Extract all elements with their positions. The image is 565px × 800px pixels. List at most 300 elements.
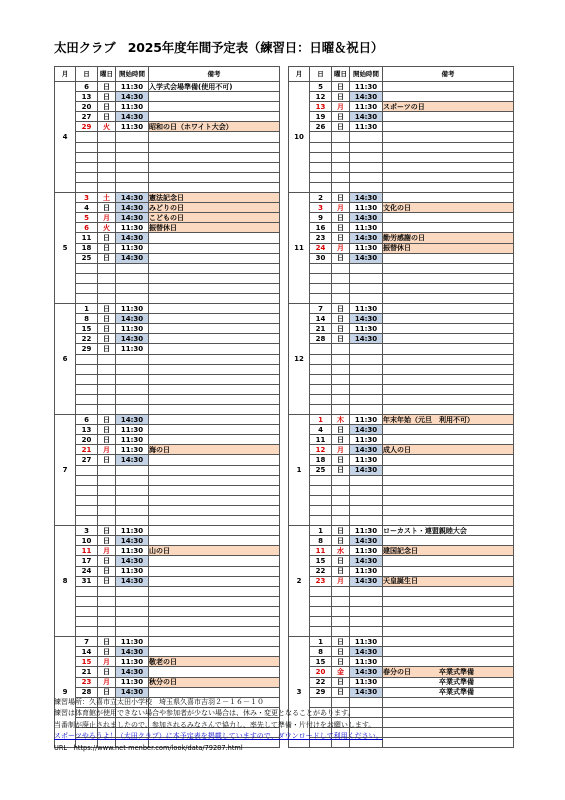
table-row	[289, 182, 514, 192]
start-time-cell	[350, 162, 383, 172]
start-time-cell: 11:30	[350, 102, 383, 112]
download-link[interactable]: スポーツやろうよ！（太田クラブ）に本予定表を掲載していますので、ダウンロードして利用ください。	[54, 732, 383, 741]
start-time-cell: 11:30	[350, 657, 383, 667]
weekday-cell: 日	[332, 677, 350, 687]
weekday-cell	[332, 394, 350, 404]
start-time-cell	[116, 132, 149, 142]
start-time-cell: 14:30	[116, 233, 149, 243]
start-time-cell: 11:30	[116, 304, 149, 314]
weekday-cell: 火	[98, 223, 116, 233]
start-time-cell: 11:30	[350, 304, 383, 314]
weekday-cell	[98, 465, 116, 475]
start-time-cell: 14:30	[116, 203, 149, 213]
weekday-cell: 日	[332, 455, 350, 465]
day-cell: 7	[76, 637, 98, 647]
note-cell	[149, 536, 280, 546]
weekday-cell	[332, 263, 350, 273]
weekday-cell	[332, 152, 350, 162]
day-cell: 4	[76, 203, 98, 213]
header-start-time: 開始時間	[350, 67, 383, 82]
day-cell	[310, 142, 332, 152]
start-time-cell	[350, 586, 383, 596]
day-cell: 22	[310, 566, 332, 576]
start-time-cell: 14:30	[116, 213, 149, 223]
table-row	[55, 687, 280, 697]
day-cell	[310, 596, 332, 606]
weekday-cell: 日	[332, 223, 350, 233]
day-cell: 17	[76, 556, 98, 566]
note-cell	[149, 465, 280, 475]
weekday-cell: 日	[332, 556, 350, 566]
start-time-cell	[116, 172, 149, 182]
day-cell: 3	[76, 193, 98, 203]
day-cell: 22	[76, 334, 98, 344]
start-time-cell	[350, 384, 383, 394]
weekday-cell	[98, 606, 116, 616]
start-time-cell	[350, 405, 383, 415]
weekday-cell	[98, 162, 116, 172]
table-row	[55, 304, 280, 314]
start-time-cell	[350, 485, 383, 495]
day-cell	[76, 162, 98, 172]
weekday-cell	[332, 142, 350, 152]
weekday-cell: 日	[332, 92, 350, 102]
weekday-cell: 日	[332, 425, 350, 435]
note-cell	[383, 304, 514, 314]
day-cell	[76, 485, 98, 495]
weekday-cell: 日	[98, 304, 116, 314]
table-row	[55, 193, 280, 203]
start-time-cell	[116, 465, 149, 475]
table-row	[289, 82, 514, 92]
table-row	[289, 122, 514, 132]
day-cell	[310, 152, 332, 162]
start-time-cell	[350, 606, 383, 616]
start-time-cell: 14:30	[116, 415, 149, 425]
start-time-cell: 11:30	[116, 435, 149, 445]
weekday-cell: 月	[332, 203, 350, 213]
table-row	[289, 283, 514, 293]
day-cell: 21	[76, 667, 98, 677]
note-cell	[383, 586, 514, 596]
note-cell	[149, 394, 280, 404]
day-cell	[310, 162, 332, 172]
start-time-cell: 14:30	[350, 314, 383, 324]
table-row	[289, 495, 514, 505]
weekday-cell	[332, 132, 350, 142]
weekday-cell	[98, 505, 116, 515]
weekday-cell: 月	[332, 243, 350, 253]
month-cell: 8	[55, 526, 76, 637]
start-time-cell	[116, 505, 149, 515]
day-cell: 11	[76, 233, 98, 243]
day-cell	[310, 172, 332, 182]
header-note: 備考	[149, 67, 280, 82]
note-cell: 振替休日	[149, 223, 280, 233]
weekday-cell: 日	[98, 112, 116, 122]
note-cell	[149, 405, 280, 415]
note-cell: 年末年始（元旦 利用不可）	[383, 415, 514, 425]
weekday-cell: 日	[98, 637, 116, 647]
start-time-cell: 11:30	[116, 243, 149, 253]
table-row	[55, 142, 280, 152]
start-time-cell	[116, 405, 149, 415]
table-row	[55, 637, 280, 647]
table-row	[55, 223, 280, 233]
note-cell	[383, 82, 514, 92]
start-time-cell	[350, 283, 383, 293]
day-cell: 27	[76, 455, 98, 465]
note-cell	[383, 425, 514, 435]
table-row	[289, 304, 514, 314]
header-weekday: 曜日	[98, 67, 116, 82]
note-cell	[383, 394, 514, 404]
note-cell	[149, 364, 280, 374]
table-row	[289, 687, 514, 697]
table-row	[55, 445, 280, 455]
note-cell	[383, 344, 514, 354]
table-row	[289, 606, 514, 616]
note-cell	[383, 627, 514, 637]
month-cell: 9	[55, 637, 76, 748]
note-cell: 昭和の日（ホワイト大会）	[149, 122, 280, 132]
start-time-cell	[350, 132, 383, 142]
day-cell	[310, 132, 332, 142]
schedule-table-right	[288, 66, 514, 748]
day-cell	[76, 405, 98, 415]
note-cell	[149, 526, 280, 536]
note-cell	[383, 112, 514, 122]
start-time-cell: 11:30	[116, 637, 149, 647]
note-cell	[149, 415, 280, 425]
table-row	[55, 495, 280, 505]
note-cell	[383, 193, 514, 203]
start-time-cell	[116, 606, 149, 616]
start-time-cell	[350, 596, 383, 606]
note-duty: 当番制が廃止されましたので、参加されるみなさんで協力し、率先して準備・片付けをお願いします。	[54, 720, 376, 729]
table-row	[289, 677, 514, 687]
note-cell: 卒業式準備	[383, 687, 514, 697]
weekday-cell: 月	[332, 445, 350, 455]
start-time-cell: 14:30	[350, 576, 383, 586]
weekday-cell	[332, 384, 350, 394]
note-cell: こどもの日	[149, 213, 280, 223]
start-time-cell: 11:30	[116, 526, 149, 536]
day-cell	[76, 182, 98, 192]
weekday-cell	[332, 182, 350, 192]
note-location: 練習場所：久喜市立太田小学校 埼玉県久喜市吉羽２－１６－１０	[54, 698, 264, 706]
note-cell	[383, 637, 514, 647]
start-time-cell	[350, 263, 383, 273]
weekday-cell: 日	[332, 334, 350, 344]
note-cell	[383, 334, 514, 344]
weekday-cell	[98, 596, 116, 606]
start-time-cell: 11:30	[116, 344, 149, 354]
start-time-cell	[116, 374, 149, 384]
table-row	[289, 243, 514, 253]
table-row	[289, 384, 514, 394]
month-cell: 4	[55, 82, 76, 193]
start-time-cell	[350, 182, 383, 192]
start-time-cell	[350, 516, 383, 526]
note-cell: 卒業式準備	[383, 677, 514, 687]
start-time-cell	[116, 394, 149, 404]
header-month: 月	[289, 67, 310, 82]
weekday-cell	[332, 505, 350, 515]
table-row	[289, 273, 514, 283]
note-cell	[149, 556, 280, 566]
day-cell	[76, 505, 98, 515]
note-cell	[149, 627, 280, 637]
start-time-cell	[116, 586, 149, 596]
weekday-cell: 日	[332, 687, 350, 697]
table-row	[289, 526, 514, 536]
note-cell	[383, 465, 514, 475]
table-row	[289, 132, 514, 142]
start-time-cell: 14:30	[116, 536, 149, 546]
note-cell	[383, 122, 514, 132]
weekday-cell: 日	[98, 324, 116, 334]
start-time-cell: 11:30	[350, 82, 383, 92]
day-cell	[76, 627, 98, 637]
weekday-cell: 日	[332, 82, 350, 92]
note-cell	[149, 182, 280, 192]
note-url: URL https://www.net-menber.com/look/data/79287.html	[54, 743, 243, 752]
weekday-cell: 日	[332, 112, 350, 122]
weekday-cell	[332, 606, 350, 616]
table-row	[55, 233, 280, 243]
weekday-cell: 日	[98, 687, 116, 697]
start-time-cell	[116, 596, 149, 606]
day-cell	[76, 354, 98, 364]
start-time-cell	[116, 273, 149, 283]
note-cell	[149, 687, 280, 697]
weekday-cell	[98, 182, 116, 192]
table-row	[55, 657, 280, 667]
table-row	[289, 223, 514, 233]
start-time-cell	[350, 344, 383, 354]
weekday-cell	[332, 616, 350, 626]
table-row	[55, 405, 280, 415]
table-row	[55, 354, 280, 364]
start-time-cell	[116, 384, 149, 394]
weekday-cell	[332, 344, 350, 354]
start-time-cell	[350, 293, 383, 303]
weekday-cell: 日	[98, 667, 116, 677]
note-cell	[383, 455, 514, 465]
table-row	[289, 152, 514, 162]
note-cell: 天皇誕生日	[383, 576, 514, 586]
day-cell: 1	[310, 415, 332, 425]
start-time-cell	[350, 374, 383, 384]
weekday-cell: 火	[98, 122, 116, 132]
note-cell	[149, 384, 280, 394]
start-time-cell: 14:30	[116, 455, 149, 465]
start-time-cell: 11:30	[350, 324, 383, 334]
table-row	[55, 203, 280, 213]
note-cell	[149, 243, 280, 253]
weekday-cell: 水	[332, 546, 350, 556]
weekday-cell: 日	[98, 344, 116, 354]
table-row	[55, 596, 280, 606]
day-cell	[76, 142, 98, 152]
table-row	[289, 334, 514, 344]
note-cell	[149, 495, 280, 505]
weekday-cell	[332, 405, 350, 415]
start-time-cell: 14:30	[350, 334, 383, 344]
note-cell	[383, 324, 514, 334]
day-cell: 6	[76, 415, 98, 425]
table-row	[289, 627, 514, 637]
start-time-cell: 11:30	[350, 566, 383, 576]
weekday-cell: 日	[332, 122, 350, 132]
note-cell: 秋分の日	[149, 677, 280, 687]
table-row	[289, 647, 514, 657]
month-cell: 7	[55, 415, 76, 526]
day-cell: 1	[310, 637, 332, 647]
month-cell: 3	[289, 637, 310, 748]
start-time-cell: 14:30	[350, 253, 383, 263]
day-cell: 4	[310, 425, 332, 435]
start-time-cell: 11:30	[116, 445, 149, 455]
day-cell	[76, 495, 98, 505]
table-row	[55, 536, 280, 546]
day-cell: 11	[76, 546, 98, 556]
day-cell: 1	[310, 526, 332, 536]
note-cell	[149, 485, 280, 495]
weekday-cell	[98, 374, 116, 384]
weekday-cell	[98, 384, 116, 394]
table-row	[55, 263, 280, 273]
table-row	[55, 606, 280, 616]
note-cell	[383, 314, 514, 324]
day-cell: 13	[76, 92, 98, 102]
note-cell	[149, 324, 280, 334]
weekday-cell: 日	[98, 576, 116, 586]
table-row	[289, 445, 514, 455]
start-time-cell	[350, 627, 383, 637]
note-cell: 憲法記念日	[149, 193, 280, 203]
table-row	[289, 172, 514, 182]
table-row	[55, 122, 280, 132]
weekday-cell: 日	[332, 314, 350, 324]
note-cell	[149, 505, 280, 515]
day-cell	[76, 586, 98, 596]
weekday-cell: 月	[98, 546, 116, 556]
table-row	[289, 455, 514, 465]
table-row	[289, 253, 514, 263]
table-row	[55, 647, 280, 657]
day-cell: 15	[76, 657, 98, 667]
weekday-cell	[98, 485, 116, 495]
table-row	[289, 536, 514, 546]
start-time-cell	[350, 273, 383, 283]
note-cell: 振替休日	[383, 243, 514, 253]
header-weekday: 曜日	[332, 67, 350, 82]
start-time-cell: 11:30	[116, 102, 149, 112]
day-cell	[310, 516, 332, 526]
note-cell	[149, 647, 280, 657]
month-cell: 10	[289, 82, 310, 193]
day-cell: 13	[310, 102, 332, 112]
note-cell	[149, 283, 280, 293]
weekday-cell: 日	[98, 566, 116, 576]
weekday-cell	[332, 273, 350, 283]
note-cell	[383, 142, 514, 152]
start-time-cell	[116, 616, 149, 626]
note-cell	[149, 233, 280, 243]
table-row	[55, 314, 280, 324]
weekday-cell: 日	[98, 243, 116, 253]
day-cell: 21	[76, 445, 98, 455]
month-cell: 12	[289, 304, 310, 415]
table-row	[289, 475, 514, 485]
start-time-cell	[350, 172, 383, 182]
start-time-cell	[116, 475, 149, 485]
weekday-cell: 日	[332, 536, 350, 546]
day-cell: 5	[76, 213, 98, 223]
note-cell: 成人の日	[383, 445, 514, 455]
start-time-cell: 11:30	[116, 122, 149, 132]
day-cell	[310, 182, 332, 192]
start-time-cell: 14:30	[350, 213, 383, 223]
note-cell	[383, 405, 514, 415]
start-time-cell	[350, 394, 383, 404]
day-cell: 22	[310, 677, 332, 687]
month-cell: 6	[55, 304, 76, 415]
day-cell	[76, 293, 98, 303]
table-row	[289, 637, 514, 647]
weekday-cell	[98, 616, 116, 626]
note-cell	[149, 112, 280, 122]
weekday-cell: 日	[98, 82, 116, 92]
weekday-cell	[98, 627, 116, 637]
day-cell	[310, 495, 332, 505]
weekday-cell	[98, 394, 116, 404]
table-row	[289, 394, 514, 404]
note-cell	[383, 172, 514, 182]
table-row	[55, 132, 280, 142]
day-cell: 28	[76, 687, 98, 697]
day-cell	[76, 374, 98, 384]
start-time-cell: 11:30	[116, 677, 149, 687]
note-cancellation: 練習は体育館が使用できない場合や参加者が少ない場合は、休み・変更となることがあります。	[54, 709, 355, 718]
weekday-cell: 木	[332, 415, 350, 425]
header-day: 日	[76, 67, 98, 82]
note-cell	[149, 475, 280, 485]
day-cell: 12	[310, 92, 332, 102]
note-cell	[149, 253, 280, 263]
start-time-cell	[116, 354, 149, 364]
day-cell	[76, 263, 98, 273]
table-row	[289, 354, 514, 364]
day-cell	[310, 616, 332, 626]
start-time-cell: 11:30	[116, 82, 149, 92]
note-cell	[383, 505, 514, 515]
schedule-table-left	[54, 66, 280, 748]
table-row	[289, 112, 514, 122]
day-cell: 3	[76, 526, 98, 536]
start-time-cell: 11:30	[350, 455, 383, 465]
table-row	[55, 394, 280, 404]
day-cell	[76, 465, 98, 475]
table-row	[55, 283, 280, 293]
note-cell	[383, 435, 514, 445]
weekday-cell: 日	[98, 647, 116, 657]
day-cell	[310, 344, 332, 354]
month-cell: 2	[289, 526, 310, 637]
weekday-cell: 日	[98, 102, 116, 112]
